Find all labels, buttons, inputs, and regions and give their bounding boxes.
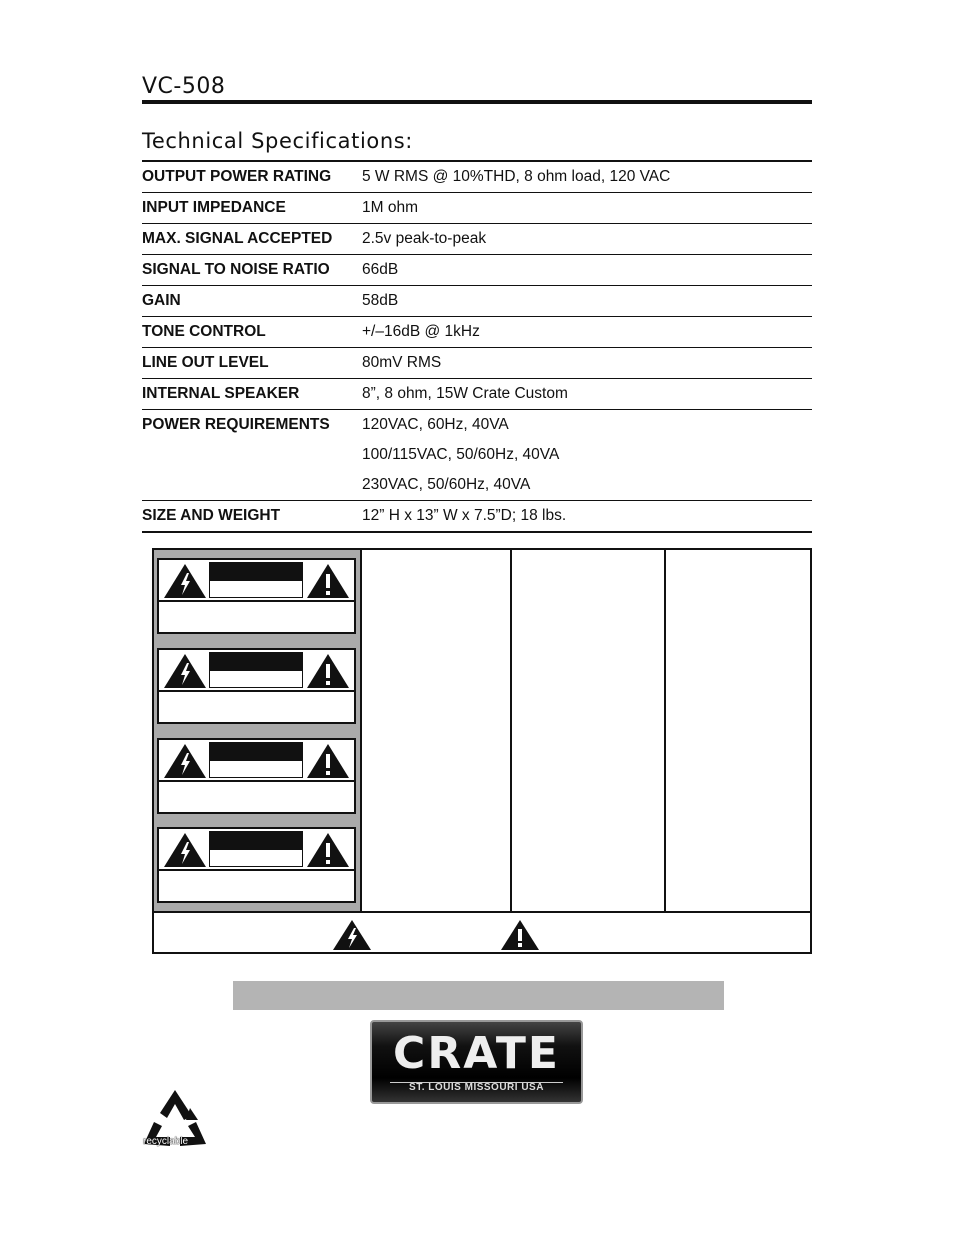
spec-table [142, 160, 812, 533]
spec-label: SIZE AND WEIGHT [142, 507, 281, 524]
spec-label: OUTPUT POWER RATING [142, 168, 332, 185]
warning-panel [157, 648, 356, 724]
spec-value: 5 W RMS @ 10%THD, 8 ohm load, 120 VAC [362, 168, 671, 185]
spec-value: 1M ohm [362, 199, 418, 216]
spec-row [142, 162, 812, 192]
spec-value: 58dB [362, 292, 399, 309]
spec-value: 12” H x 13” W x 7.5”D; 18 lbs. [362, 507, 567, 524]
warning-label-bar [209, 742, 303, 778]
lightning-triangle-icon [332, 919, 372, 951]
spec-label: GAIN [142, 292, 181, 309]
lightning-triangle-icon [163, 653, 207, 689]
lightning-triangle-icon [163, 743, 207, 779]
exclamation-triangle-icon [306, 743, 350, 779]
column-divider [510, 550, 512, 912]
spec-value: 8”, 8 ohm, 15W Crate Custom [362, 385, 568, 402]
warning-label-bar [209, 831, 303, 867]
spec-row [142, 409, 812, 500]
exclamation-triangle-icon [306, 653, 350, 689]
column-divider [664, 550, 666, 912]
spec-label: LINE OUT LEVEL [142, 354, 269, 371]
warning-panels-column [154, 550, 361, 912]
spec-value: 66dB [362, 261, 399, 278]
spec-label: TONE CONTROL [142, 323, 266, 340]
spec-value: 230VAC, 50/60Hz, 40VA [362, 476, 531, 493]
spec-value: 2.5v peak-to-peak [362, 230, 487, 247]
recyclable-label: recyclable [143, 1136, 189, 1147]
spec-label: INTERNAL SPEAKER [142, 385, 300, 402]
lightning-triangle-icon [163, 563, 207, 599]
spec-label: INPUT IMPEDANCE [142, 199, 286, 216]
warning-panel [157, 558, 356, 634]
column-divider [360, 550, 362, 912]
spec-value: 100/115VAC, 50/60Hz, 40VA [362, 446, 560, 463]
exclamation-triangle-icon [306, 563, 350, 599]
spec-label: SIGNAL TO NOISE RATIO [142, 261, 330, 278]
warning-label-bar [209, 562, 303, 598]
box-divider [154, 911, 810, 913]
safety-warning-box [152, 548, 812, 954]
spec-value: +/–16dB @ 1kHz [362, 323, 480, 340]
spec-label: POWER REQUIREMENTS [142, 416, 330, 433]
exclamation-triangle-icon [306, 832, 350, 868]
lightning-triangle-icon [163, 832, 207, 868]
spec-label: MAX. SIGNAL ACCEPTED [142, 230, 333, 247]
section-title: Technical Specifications: [142, 129, 413, 153]
exclamation-triangle-icon [500, 919, 540, 951]
warning-panel [157, 827, 356, 903]
spec-value: 120VAC, 60Hz, 40VA [362, 416, 509, 433]
model-title: VC-508 [142, 74, 226, 99]
header-rule [142, 100, 812, 104]
spec-value: 80mV RMS [362, 354, 442, 371]
grey-banner [233, 981, 724, 1010]
warning-label-bar [209, 652, 303, 688]
logo-brand: CRATE [393, 1028, 560, 1079]
logo-location: ST. LOUIS MISSOURI USA [409, 1082, 544, 1093]
crate-logo [370, 1020, 583, 1104]
warning-panel [157, 738, 356, 814]
